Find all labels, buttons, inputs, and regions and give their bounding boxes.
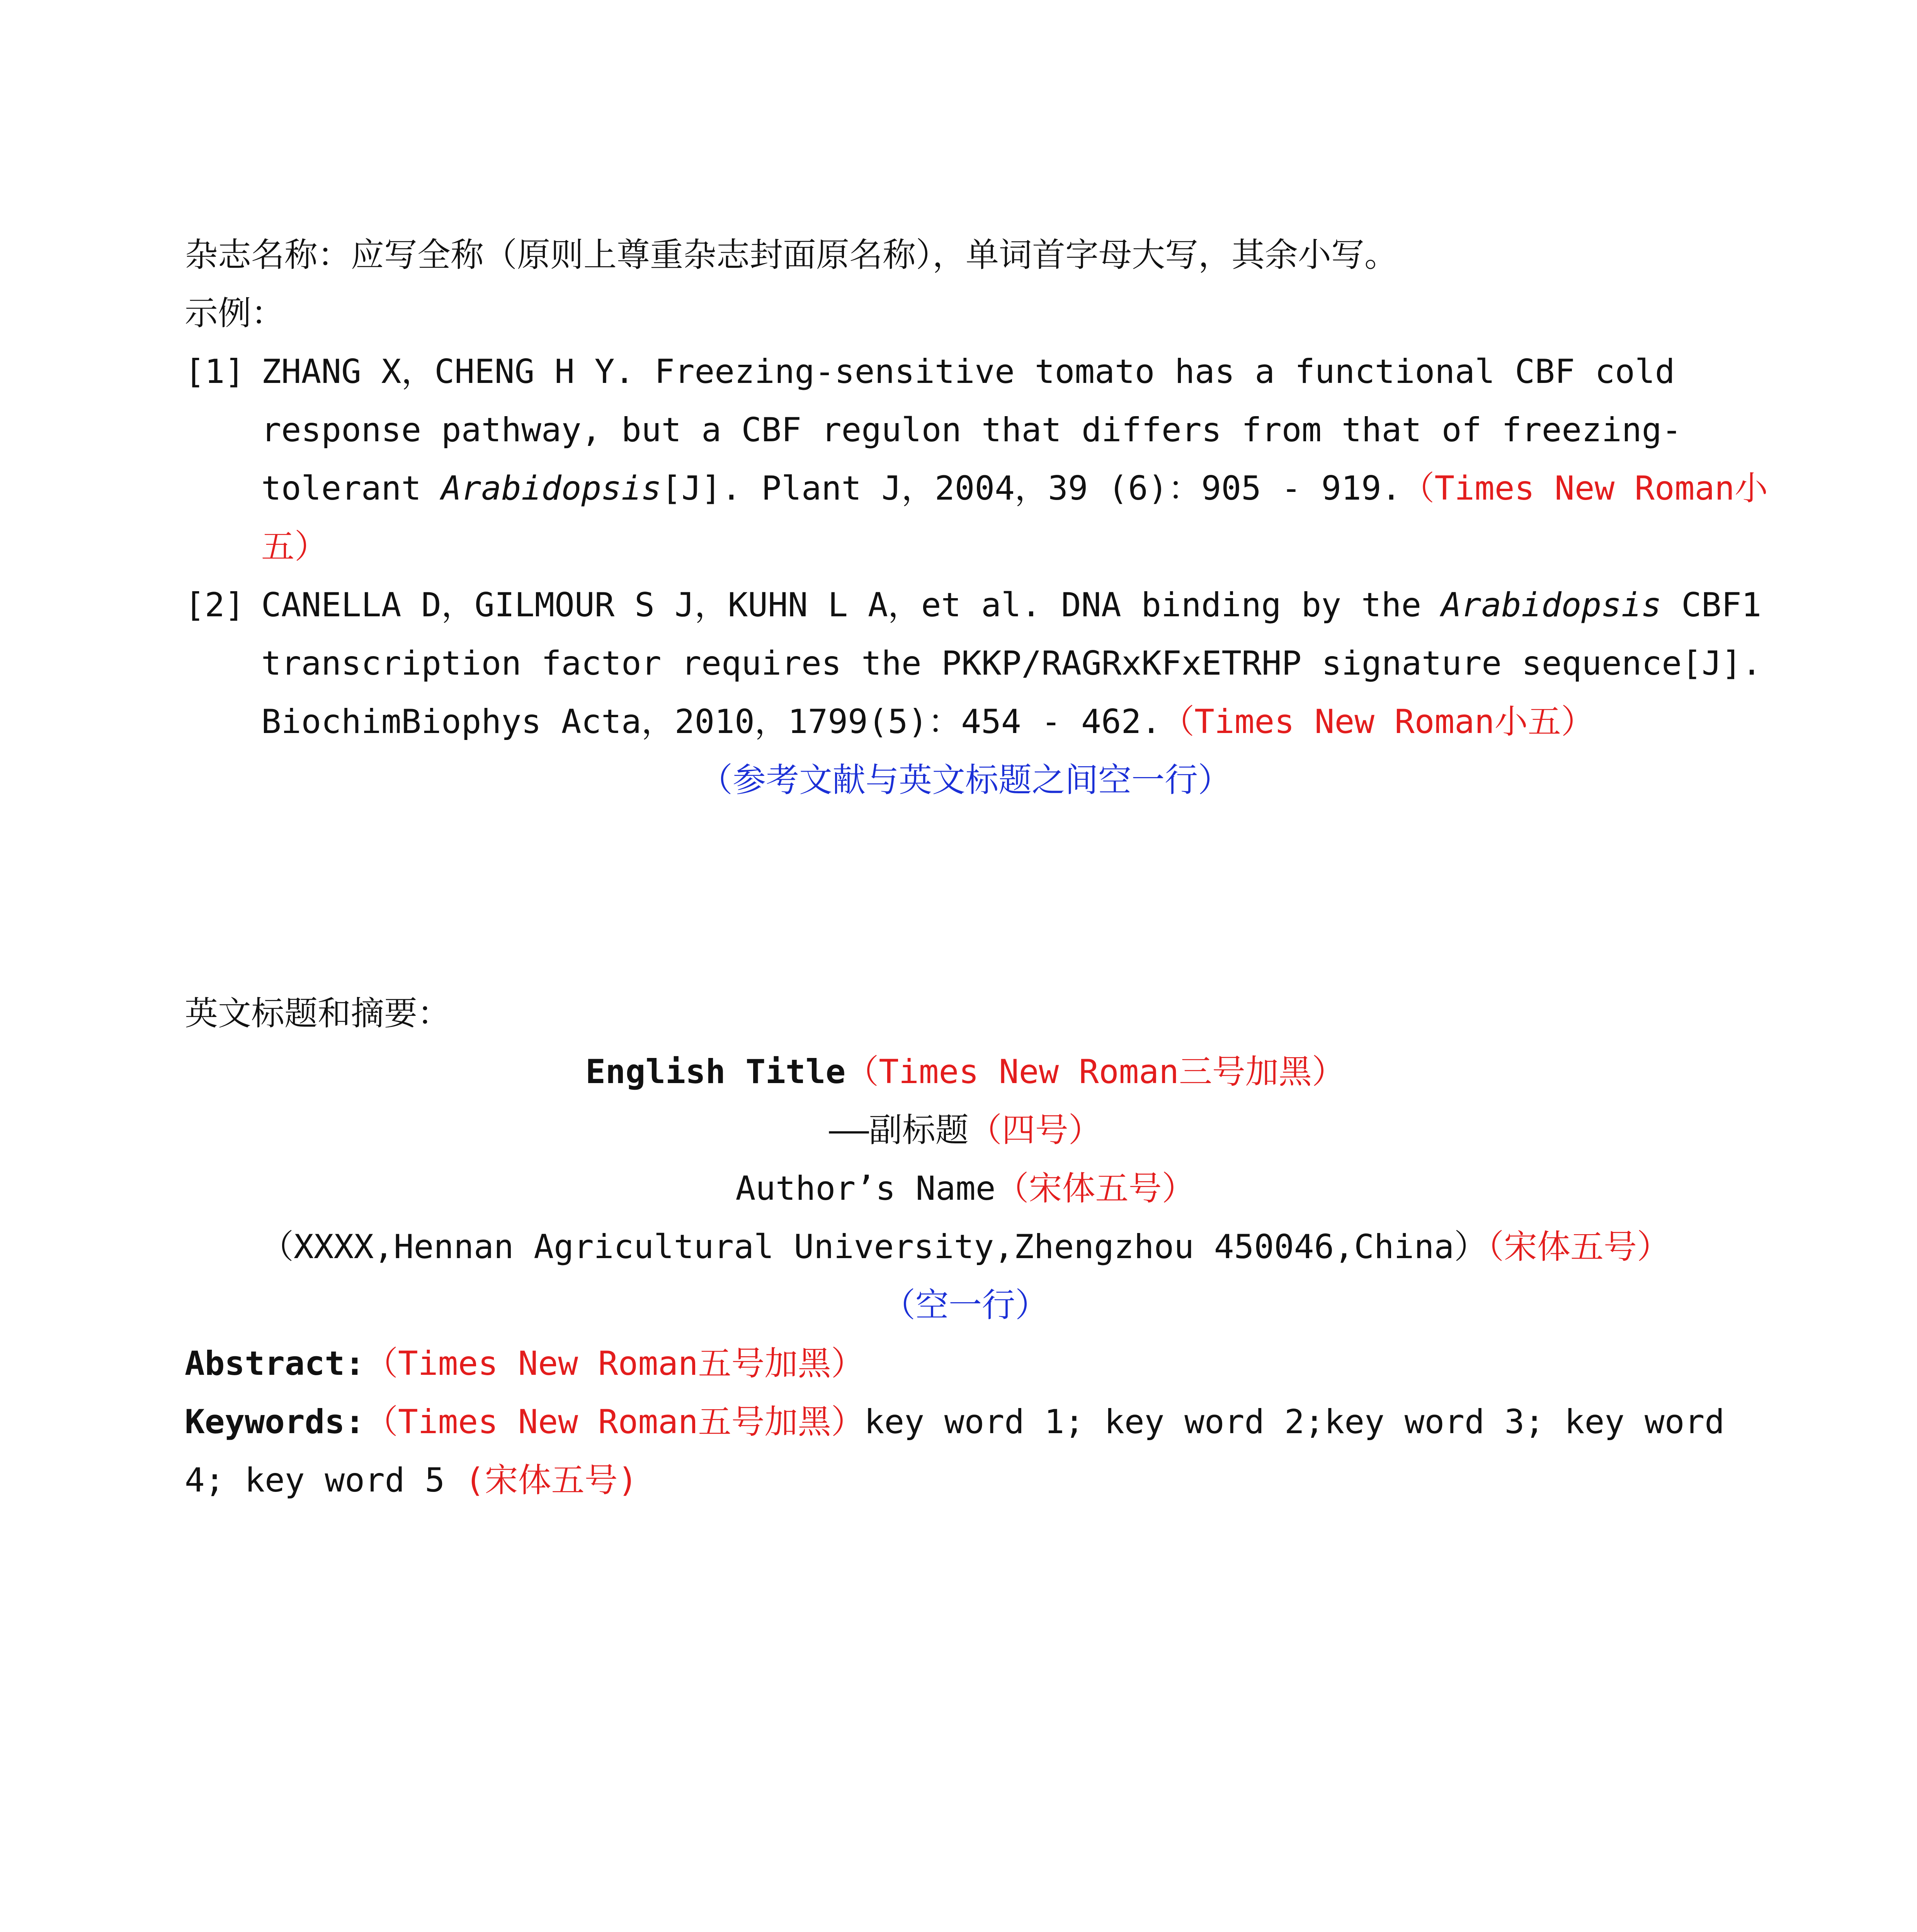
keywords-text: 4; key word 5 — [185, 1461, 445, 1500]
reference-line: transcription factor requires the PKKP/RAGRxKFxETRHP signature sequence[J]. — [261, 644, 1762, 683]
author-name: Author’s Name — [735, 1169, 996, 1208]
font-note: （宋体五号） — [995, 1169, 1195, 1208]
species-italic: Arabidopsis — [441, 469, 662, 508]
blank-line-note: （空一行） — [882, 1286, 1048, 1325]
reference-1 — [185, 343, 1768, 576]
reference-text: tolerant — [261, 469, 441, 508]
reference-line — [261, 459, 1768, 518]
keywords-line — [185, 1393, 1746, 1451]
species-italic: Arabidopsis — [1441, 586, 1662, 624]
reference-number: [2] — [185, 586, 245, 624]
english-title-line — [185, 1043, 1746, 1101]
reference-text: CBF1 — [1661, 586, 1762, 624]
abstract-label: Abstract: — [185, 1344, 365, 1383]
keywords-label: Keywords: — [185, 1403, 365, 1441]
reference-2 — [185, 576, 1762, 751]
reference-line — [261, 693, 1746, 751]
reference-line: response pathway, but a CBF regulon that differs from that of freezing- — [261, 411, 1682, 449]
font-note: （Times New Roman小 — [1401, 469, 1768, 508]
font-note: (宋体五号) — [464, 1461, 638, 1500]
affiliation: （XXXX,Hennan Agricultural University,Zhengzhou 450046,China） — [260, 1228, 1488, 1266]
font-note: （Times New Roman小五） — [1161, 702, 1594, 741]
example-label: 示例： — [185, 294, 284, 333]
keywords-line-2 — [185, 1451, 1746, 1510]
reference-text: [J]. Plant J，2004，39 (6)：905 - 919. — [661, 469, 1402, 508]
reference-text: BiochimBiophys Acta，2010，1799(5)：454 - 462. — [261, 702, 1162, 741]
reference-text: CANELLA D，GILMOUR S J，KUHN L A，et al. DNA binding by the — [261, 586, 1441, 624]
font-note: （四号） — [968, 1111, 1102, 1150]
blank-space — [185, 810, 1746, 985]
english-section-label: 英文标题和摘要： — [185, 994, 451, 1033]
subtitle: ——副标题 — [829, 1111, 969, 1150]
affiliation-line — [185, 1218, 1746, 1276]
abstract-line — [185, 1335, 1746, 1393]
document-page — [185, 226, 1768, 1510]
reference-gap-note: （参考文献与英文标题之间空一行） — [699, 761, 1231, 799]
font-note: （Times New Roman五号加黑） — [365, 1403, 864, 1441]
font-note: （Times New Roman三号加黑） — [845, 1053, 1345, 1091]
font-note-continued: 五） — [261, 527, 328, 566]
font-note: （宋体五号） — [1487, 1228, 1670, 1266]
reference-number: [1] — [185, 352, 245, 391]
subtitle-line — [185, 1101, 1746, 1160]
font-note: （Times New Roman五号加黑） — [365, 1344, 864, 1383]
journal-name-rule: 杂志名称：应写全称（原则上尊重杂志封面原名称），单词首字母大写，其余小写。 — [185, 236, 1398, 274]
reference-line — [261, 576, 1762, 634]
keywords-text: key word 1; key word 2;key word 3; key word — [864, 1403, 1725, 1441]
author-line — [185, 1160, 1746, 1218]
english-title: English Title — [585, 1053, 846, 1091]
reference-line: ZHANG X，CHENG H Y. Freezing-sensitive tomato has a functional CBF cold — [261, 352, 1675, 391]
